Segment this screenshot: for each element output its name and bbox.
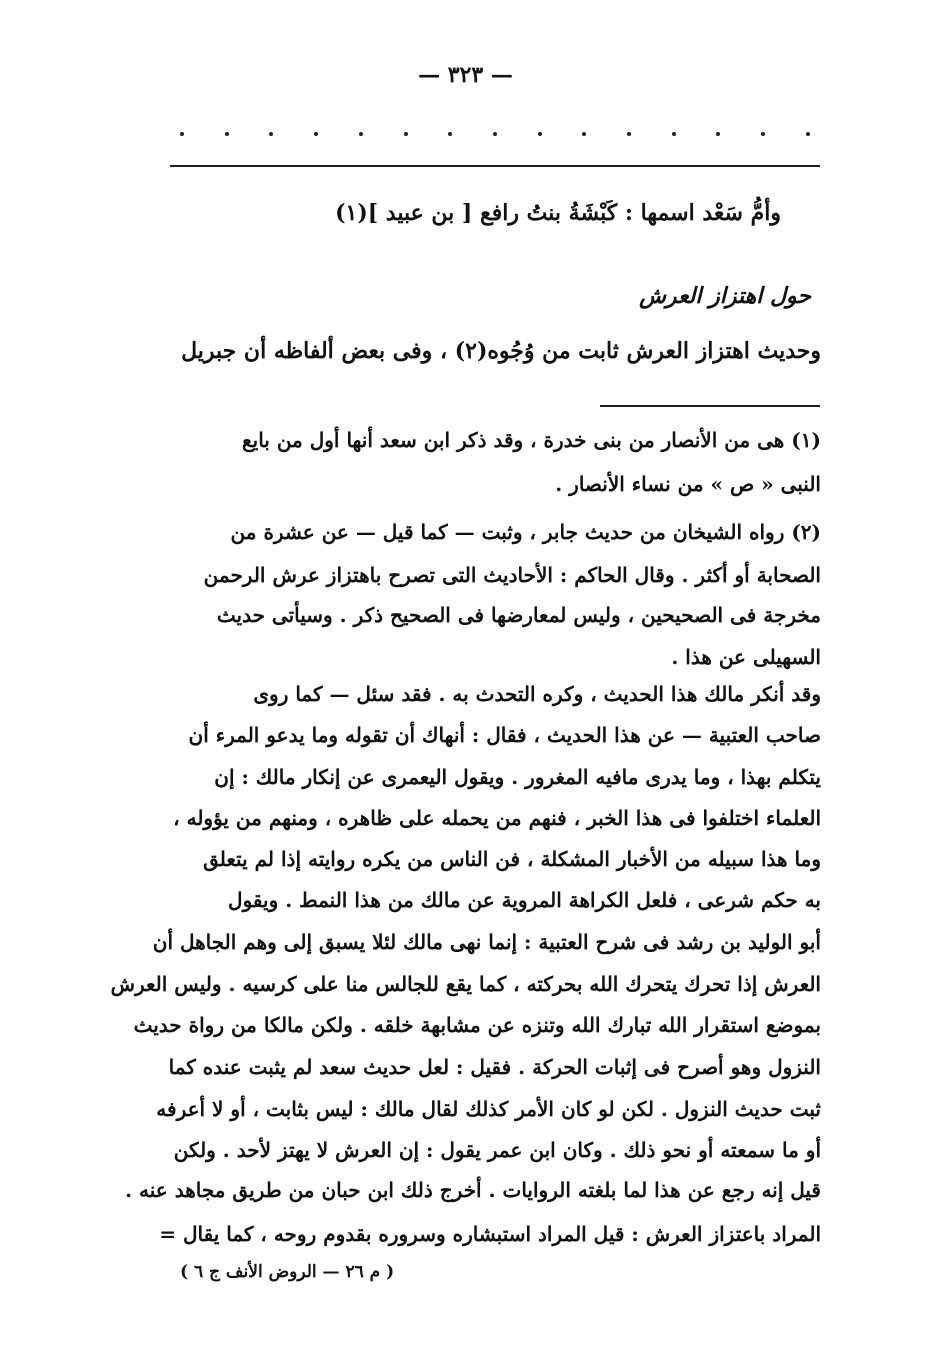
body-line-2: وحديث اهتزاز العرش ثابت من وُجُوه(٢) ، وفى بعض ألفاظه أن جبريل [181, 338, 821, 364]
footnote-line: بموضع استقرار الله تبارك الله وتنزه عن مشابهة خلقه . ولكن مالكا من رواة حديث [133, 1013, 821, 1037]
footnote-line: أو ما سمعته أو نحو ذلك . وكان ابن عمر يقول : إن العرش لا يهتز لأحد . ولكن [173, 1138, 821, 1162]
page-number: — ٣٢٣ — [418, 62, 513, 88]
footnote-line: أبو الوليد بن رشد فى شرح العتبية : إنما نهى مالك لئلا يسبق إلى وهم الجاهل أن [152, 930, 821, 954]
footnote-line: الصحابة أو أكثر . وقال الحاكم : الأحاديث التى تصرح باهتزاز عرش الرحمن [203, 563, 821, 587]
header-rule [170, 165, 820, 167]
body-line-1: وأمُّ سَعْد اسمها : كَبْشَةُ بنتُ رافع [ بن عبيد ](١) [335, 200, 781, 226]
footnote-line: ثبت حديث النزول . لكن لو كان الأمر كذلك لقال مالك : ليس بثابت ، أو لا أعرفه [156, 1097, 821, 1121]
footnote-line: المراد باعتزاز العرش : قيل المراد استبشاره وسروره بقدوم روحه ، كما يقال = [159, 1222, 821, 1246]
section-heading: حول اهتزاز العرش [639, 283, 811, 309]
footnote-line: يتكلم بهذا ، وما يدرى مافيه المغرور . ويقول اليعمرى عن إنكار مالك : إن [214, 765, 821, 789]
footnote-line: مخرجة فى الصحيحين ، وليس لمعارضها فى الصحيح ذكر . وسيأتى حديث [216, 603, 821, 627]
footnote-line: العلماء اختلفوا فى هذا الخبر ، فنهم من يحمله على ظاهره ، ومنهم من يؤوله ، [173, 806, 821, 830]
footnote-rule [600, 405, 820, 407]
footnote-line: صاحب العتبية — عن هذا الحديث ، فقال : أنهاك أن تقوله وما يدعو المرء أن [188, 723, 821, 747]
footnote-line: وقد أنكر مالك هذا الحديث ، وكره التحدث به . فقد سئل — كما روى [253, 682, 821, 706]
signature-mark: ( م ٢٦ — الروض الأنف ج ٦ ) [180, 1262, 395, 1282]
footnote-line: به حكم شرعى ، فلعل الكراهة المروية عن مالك من هذا النمط . ويقول [228, 888, 821, 912]
footnote-line: النزول وهو أصرح فى إثبات الحركة . فقيل : لعل حديث سعد لم يثبت عنده كما [168, 1055, 821, 1079]
footnote-line: (١) هى من الأنصار من بنى خدرة ، وقد ذكر ابن سعد أنها أول من بايع [242, 428, 821, 452]
footnote-line: وما هذا سبيله من الأخبار المشكلة ، فن الناس من يكره روايته إذا لم يتعلق [203, 847, 821, 871]
footnote-line: قيل إنه رجع عن هذا لما بلغته الروايات . أخرج ذلك ابن حبان من طريق مجاهد عنه . [125, 1178, 821, 1202]
footnote-line: (٢) رواه الشيخان من حديث جابر ، وثبت — كما قيل — عن عشرة من [230, 520, 821, 544]
ornamental-dots [180, 132, 810, 136]
footnote-line: السهيلى عن هذا . [671, 645, 821, 669]
footnote-line: النبى « ص » من نساء الأنصار . [555, 472, 821, 496]
footnote-line: العرش إذا تحرك يتحرك الله بحركته ، كما يقع للجالس منا على كرسيه . وليس العرش [110, 972, 821, 996]
